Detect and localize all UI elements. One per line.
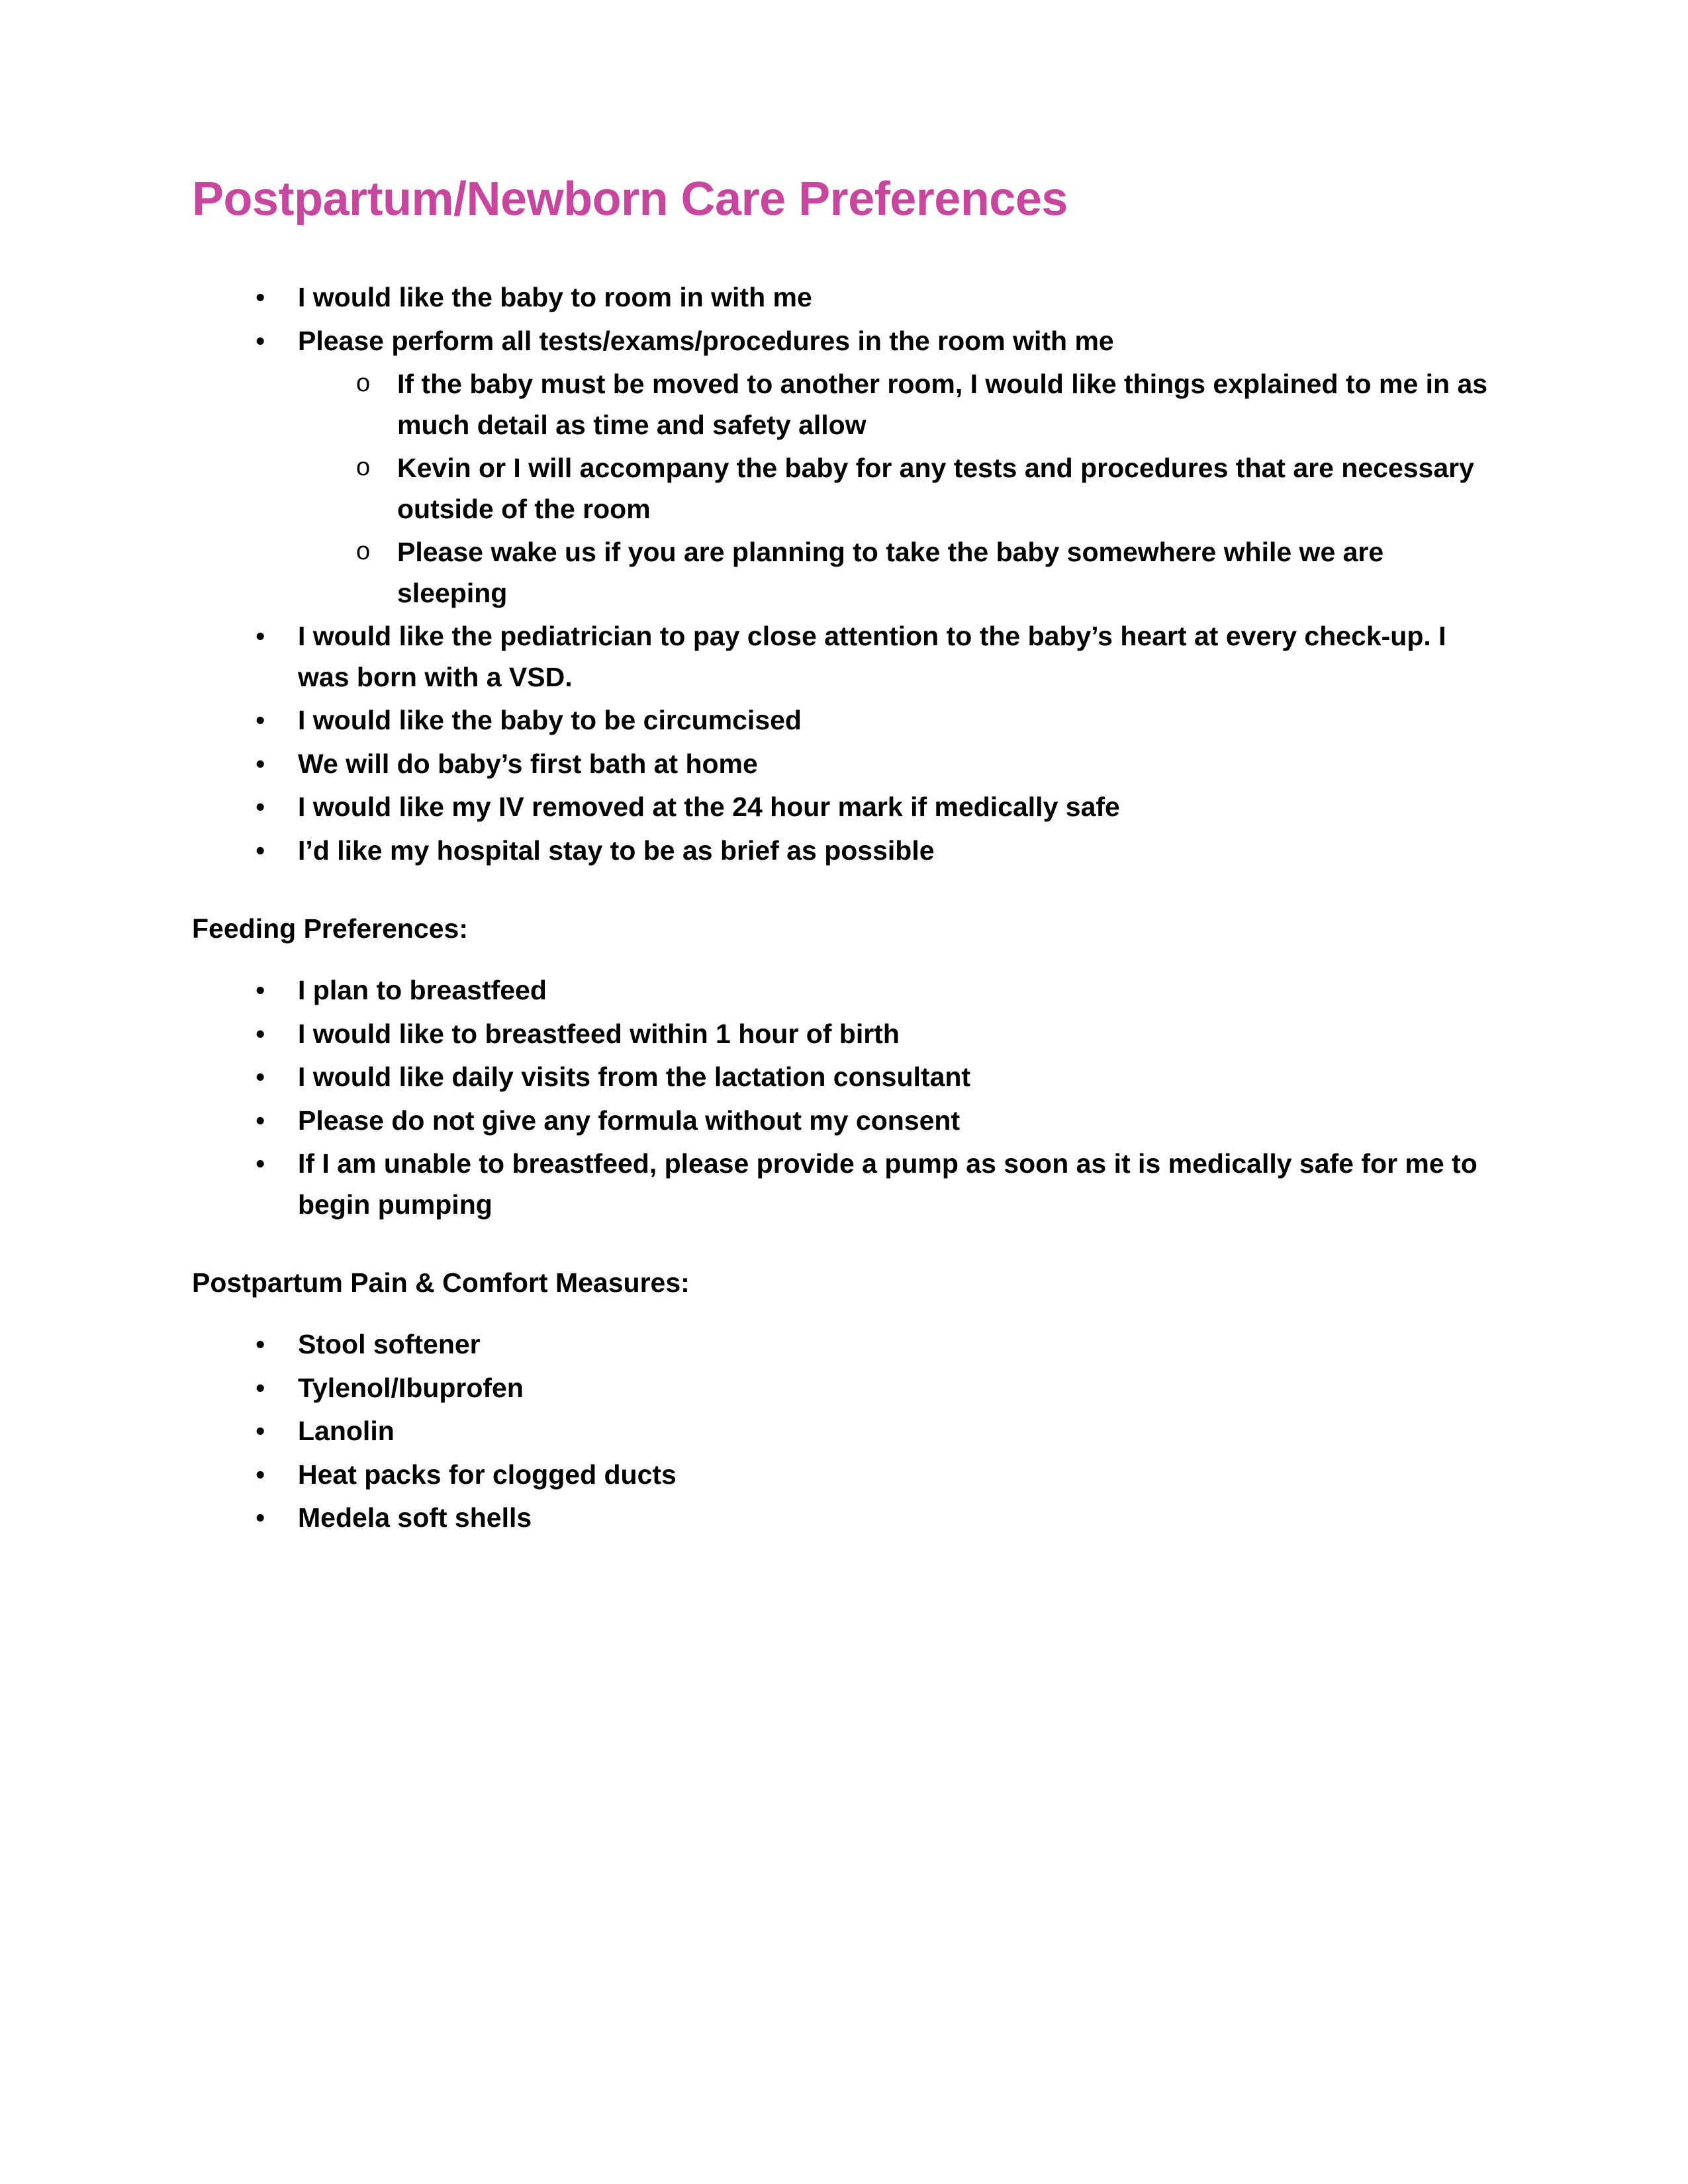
list-item	[192, 1057, 1496, 1098]
list-item-text: Heat packs for clogged ducts	[298, 1459, 677, 1490]
list-item	[192, 321, 1496, 362]
list-item	[192, 831, 1496, 872]
page-title: Postpartum/Newborn Care Preferences	[192, 173, 1068, 226]
section-spacer	[192, 1228, 1496, 1265]
list-item-text: I would like the baby to be circumcised	[298, 705, 802, 736]
list-item-text: Please perform all tests/exams/procedures in the room with me	[298, 325, 1114, 356]
section-spacer	[192, 874, 1496, 911]
list-item	[192, 744, 1496, 785]
newborn-care-sublist	[192, 364, 1496, 614]
list-item	[192, 787, 1496, 828]
list-item	[192, 1101, 1496, 1142]
bullet-disc-icon: •	[256, 792, 265, 823]
bullet-disc-icon: •	[256, 835, 265, 866]
list-item-text: Stool softener	[298, 1329, 481, 1360]
list-item	[192, 1144, 1496, 1225]
bullet-disc-icon: •	[256, 621, 265, 652]
list-item-text: If I am unable to breastfeed, please provide a pump as soon as it is medically safe for me to begin pumping	[298, 1148, 1477, 1220]
list-item-text: Medela soft shells	[298, 1502, 532, 1533]
bullet-disc-icon: •	[256, 1502, 265, 1533]
list-item	[192, 277, 1496, 318]
list-item	[192, 616, 1496, 698]
list-item	[192, 1411, 1496, 1452]
bullet-disc-icon: •	[256, 325, 265, 356]
feeding-preferences-list	[192, 970, 1496, 1225]
bullet-circle-icon: o	[356, 369, 371, 398]
heading-spacer	[192, 1300, 1496, 1324]
list-item-text: Lanolin	[298, 1416, 395, 1447]
document-content	[192, 173, 1496, 1541]
newborn-care-list	[192, 277, 1496, 871]
list-item	[192, 700, 1496, 741]
list-item	[192, 1014, 1496, 1055]
bullet-disc-icon: •	[256, 748, 265, 779]
bullet-disc-icon: •	[256, 1062, 265, 1093]
list-item-text: I’d like my hospital stay to be as brief as possible	[298, 835, 935, 866]
list-item-text: If the baby must be moved to another room, I would like things explained to me in as much detail as time and safety allow	[397, 369, 1488, 440]
bullet-disc-icon: •	[256, 1018, 265, 1049]
list-item-text: I would like my IV removed at the 24 hour mark if medically safe	[298, 792, 1120, 823]
bullet-disc-icon: •	[256, 1416, 265, 1447]
bullet-circle-icon: o	[356, 537, 371, 566]
list-item	[192, 532, 1496, 614]
bullet-disc-icon: •	[256, 705, 265, 736]
list-item	[192, 364, 1496, 445]
list-item-text: Kevin or I will accompany the baby for any tests and procedures that are necessary outside of the room	[397, 453, 1474, 524]
list-item-text: We will do baby’s first bath at home	[298, 748, 758, 779]
bullet-disc-icon: •	[256, 1459, 265, 1490]
list-item-text: I plan to breastfeed	[298, 975, 547, 1006]
list-item-text: I would like to breastfeed within 1 hour of birth	[298, 1018, 900, 1049]
title-spacer	[192, 226, 1496, 277]
section-heading-pain-comfort: Postpartum Pain & Comfort Measures:	[192, 1267, 690, 1298]
list-item	[192, 1324, 1496, 1365]
list-item-text: I would like the baby to room in with me	[298, 282, 812, 313]
bullet-circle-icon: o	[356, 453, 371, 482]
list-item	[192, 1368, 1496, 1409]
list-item	[192, 448, 1496, 529]
bullet-disc-icon: •	[256, 1372, 265, 1403]
list-item	[192, 1498, 1496, 1539]
section-heading-feeding: Feeding Preferences:	[192, 913, 468, 944]
list-item-text: Please do not give any formula without my consent	[298, 1105, 961, 1136]
heading-spacer	[192, 946, 1496, 970]
list-item-text: Tylenol/Ibuprofen	[298, 1372, 524, 1403]
list-item-text: I would like daily visits from the lactation consultant	[298, 1062, 971, 1093]
bullet-disc-icon: •	[256, 1329, 265, 1360]
list-item-text: I would like the pediatrician to pay close attention to the baby’s heart at every check-up. I was born with a VSD.	[298, 621, 1446, 692]
bullet-disc-icon: •	[256, 1148, 265, 1179]
list-item-text: Please wake us if you are planning to take the baby somewhere while we are sleeping	[397, 537, 1384, 608]
list-item	[192, 970, 1496, 1011]
list-item	[192, 1455, 1496, 1496]
bullet-disc-icon: •	[256, 975, 265, 1006]
bullet-disc-icon: •	[256, 282, 265, 313]
pain-comfort-list	[192, 1324, 1496, 1539]
bullet-disc-icon: •	[256, 1105, 265, 1136]
